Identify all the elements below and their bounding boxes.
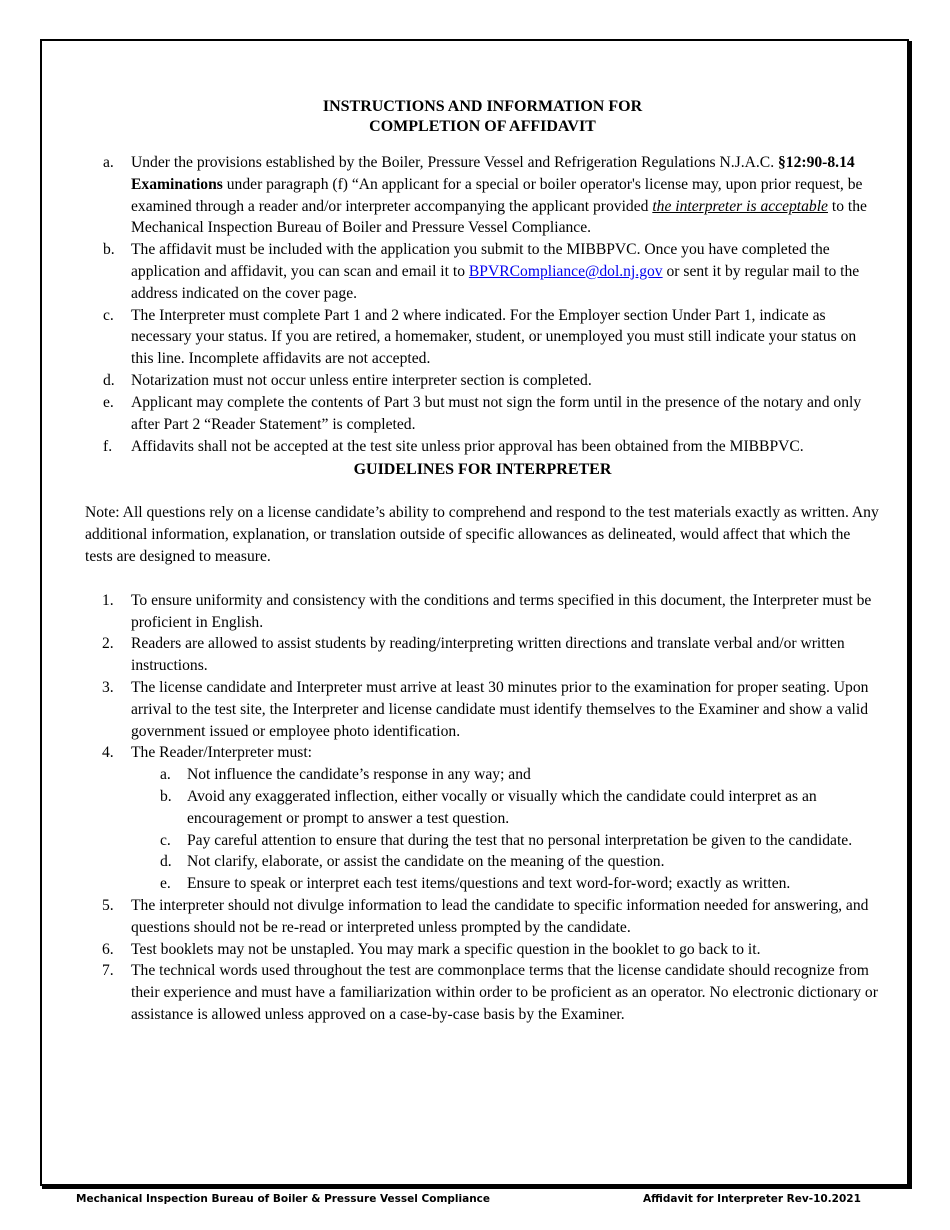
list-marker: d. (103, 371, 115, 389)
document-body (85, 97, 880, 1026)
instruction-item: d. Notarization must not occur unless entire interpreter section is completed. (85, 370, 880, 392)
list-marker: f. (103, 438, 113, 456)
list-marker: c. (160, 831, 171, 849)
guideline-item: 3. The license candidate and Interpreter must arrive at least 30 minutes prior to the examination for proper seating. Upon arrival to the test site, the Interpreter and license candidate must identify themselves to the Examiner and show a valid government issued or employee photo identification. (102, 678, 869, 740)
guideline-item: 5. The interpreter should not divulge information to lead the candidate to specific information needed for answering, and questions should not be re-read or interpreted unless prompted by the candidate. (102, 896, 869, 936)
list-marker: e. (103, 393, 114, 411)
regulation-reference: §12:90-8.14 Examinations (131, 154, 855, 193)
guideline-item: 1. To ensure uniformity and consistency with the conditions and terms specified in this document, the Interpreter must be proficient in English. (102, 591, 872, 631)
guideline-item: 2. Readers are allowed to assist students by reading/interpreting written directions and translate verbal and/or written instructions. (102, 635, 845, 675)
list-marker: 4. (102, 744, 114, 762)
list-marker: b. (103, 241, 115, 259)
instruction-item: c. The Interpreter must complete Part 1 and 2 where indicated. For the Employer section Under Part 1, indicate as necessary your status. If you are retired, a homemaker, student, or unemployed you must still indicate your status on this line. Incomplete affidavits are not accepted. (103, 306, 857, 368)
instruction-item: b. The affidavit must be included with the application you submit to the MIBBPVC. Once you have completed the application and affidavit, you can scan and email it to BPVRCompliance@dol.nj.gov or sent it by regular mail to the address indicated on the cover page. (103, 241, 860, 302)
list-marker: 5. (102, 896, 114, 914)
guideline-item: 7. The technical words used throughout the test are commonplace terms that the license candidate should recognize from their experience and must have a familiarization within order to be proficient as an operator. No electronic dictionary or assistance is allowed unless approved on a case-by-case basis by the Examiner. (102, 962, 878, 1023)
guidelines-heading: GUIDELINES FOR INTERPRETER (353, 461, 612, 479)
list-marker: 6. (102, 940, 114, 958)
list-marker: c. (103, 306, 114, 324)
list-marker: a. (103, 154, 114, 171)
footer-form-revision: Affidavit for Interpreter Rev-10.2021 (643, 1193, 861, 1205)
list-marker: 7. (102, 962, 114, 980)
list-marker: e. (160, 875, 171, 893)
page-border-shadow-bottom (42, 1186, 912, 1189)
sub-item: a. Not influence the candidate’s response in any way; and (131, 764, 880, 786)
list-marker: 3. (102, 678, 114, 696)
list-marker: d. (160, 853, 172, 871)
sub-item: c. Pay careful attention to ensure that during the test that no personal interpretation be given to the candidate. (131, 830, 880, 852)
list-marker: b. (160, 787, 172, 805)
footer-bureau-name: Mechanical Inspection Bureau of Boiler & Pressure Vessel Compliance (76, 1193, 491, 1205)
page-title-line-1: INSTRUCTIONS AND INFORMATION FOR (322, 98, 643, 115)
page-title (85, 97, 880, 137)
emphasized-phrase: the interpreter is acceptable (652, 197, 828, 215)
list-marker: a. (160, 766, 171, 784)
sub-item: b. Avoid any exaggerated inflection, either vocally or visually which the candidate could interpret as an encouragement or prompt to answer a test question. (160, 787, 817, 827)
reader-requirements-list (131, 764, 880, 895)
email-link[interactable]: BPVRCompliance@dol.nj.gov (468, 262, 663, 280)
guideline-item: 4. The Reader/Interpreter must: a. Not influence the candidate’s response in any way; and b. Avoid any exaggerated inflection, either vocally or visually which the candidate could interpret as an encouragement or prompt to answer a test question. c. Pay careful attention to ensure that during the test that no personal interpretation be given to the candidate. d. Not clarify, elaborate, or assist the candidate on the meaning of the question. e. Ensure to speak or interpret each test items/questions and text word-for-word; exactly as written. (85, 742, 880, 895)
list-marker: 2. (102, 635, 114, 653)
instruction-item: e. Applicant may complete the contents of Part 3 but must not sign the form until in the presence of the notary and only after Part 2 “Reader Statement” is completed. (103, 393, 862, 433)
guideline-item: 6. Test booklets may not be unstapled. You may mark a specific question in the booklet to go back to it. (85, 939, 880, 961)
page-border-shadow-right (909, 41, 912, 1189)
instructions-list (85, 152, 880, 459)
guidelines-note: Note: All questions rely on a license candidate’s ability to comprehend and respond to the test materials exactly as written. Any additional information, explanation, or translation outside of specific allowances as delineated, would affect that which the tests are designed to measure. (85, 504, 879, 565)
list-marker: 1. (102, 591, 114, 609)
sub-item: d. Not clarify, elaborate, or assist the candidate on the meaning of the question. (131, 851, 880, 873)
sub-item: e. Ensure to speak or interpret each test items/questions and text word-for-word; exactly as written. (131, 873, 880, 895)
instruction-item: a. Under the provisions established by the Boiler, Pressure Vessel and Refrigeration Regulations N.J.A.C. §12:90-8.14 Examinations under paragraph (f) “An applicant for a special or boiler operator's license may, upon prior request, be examined through a reader and/or interpreter accompanying the applicant provided the interpreter is acceptable to the Mechanical Inspection Bureau of Boiler and Pressure Vessel Compliance. (103, 154, 867, 237)
instruction-item: f. Affidavits shall not be accepted at the test site unless prior approval has been obtained from the MIBBPVC. (85, 435, 880, 459)
page-title-line-2: COMPLETION OF AFFIDAVIT (369, 118, 596, 135)
guidelines-list (85, 590, 880, 1026)
